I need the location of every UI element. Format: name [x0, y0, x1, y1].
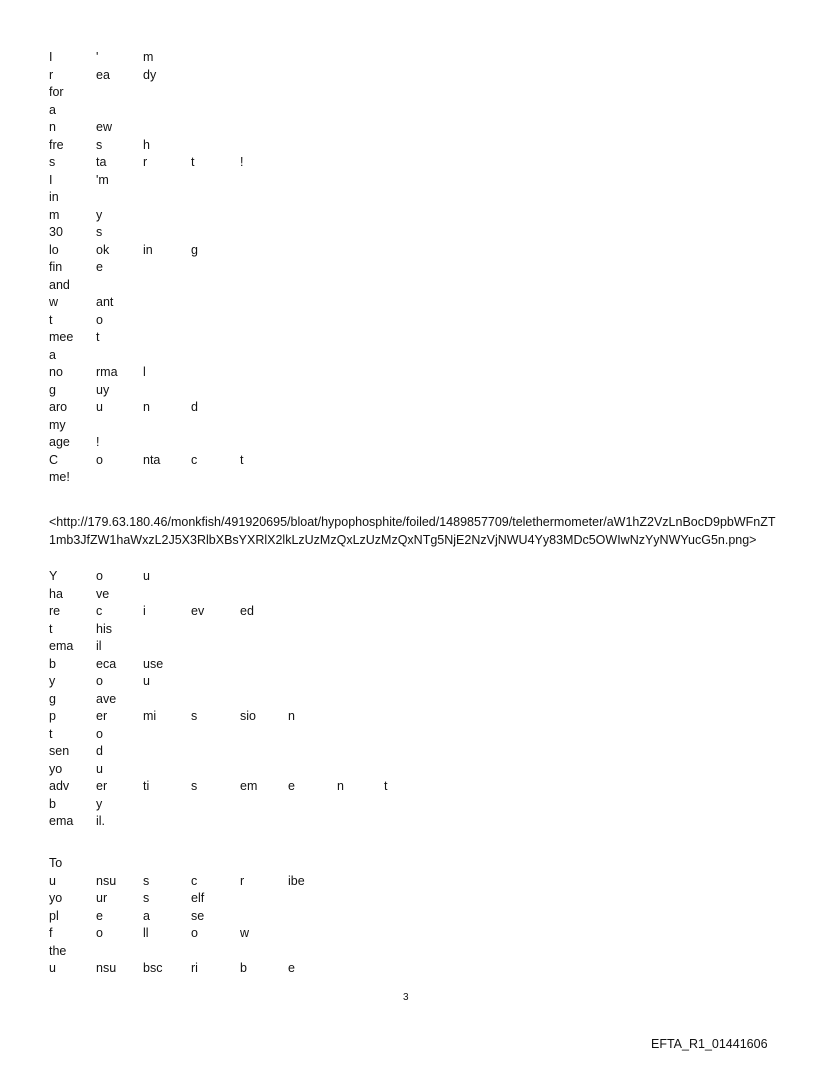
- text-fragment: n: [49, 120, 56, 134]
- text-fragment: p: [49, 709, 56, 723]
- text-fragment: ok: [96, 242, 110, 257]
- text-fragment: c: [96, 604, 103, 618]
- text-fragment: re: [49, 604, 61, 618]
- text-fragment: ibe: [288, 873, 305, 888]
- text-fragment: m: [49, 207, 60, 222]
- text-fragment: To: [49, 856, 63, 870]
- text-fragment: a: [49, 347, 56, 362]
- text-fragment: e: [288, 961, 295, 975]
- text-fragment: o: [191, 926, 198, 940]
- text-fragment: nsu: [96, 961, 117, 975]
- text-fragment: m: [143, 50, 154, 64]
- text-fragment: ev: [191, 604, 205, 618]
- text-fragment: lo: [49, 242, 59, 257]
- text-fragment: s: [143, 873, 150, 888]
- text-fragment: I: [49, 50, 53, 64]
- text-fragment: 30: [49, 225, 63, 239]
- text-fragment: s: [191, 779, 198, 793]
- text-fragment: r: [49, 67, 54, 82]
- text-fragment: t: [240, 452, 244, 467]
- text-fragment: e: [96, 260, 103, 274]
- text-fragment: ema: [49, 639, 74, 653]
- text-fragment: t: [384, 779, 388, 793]
- text-fragment: h: [143, 137, 150, 152]
- text-fragment: ve: [96, 586, 110, 601]
- text-fragment: in: [49, 190, 59, 204]
- text-fragment: e: [288, 779, 295, 793]
- text-fragment: d: [191, 400, 198, 414]
- text-fragment: s: [49, 155, 56, 169]
- text-fragment: fre: [49, 137, 64, 152]
- text-fragment: l: [143, 365, 146, 379]
- text-fragment: er: [96, 779, 108, 793]
- text-fragment: nta: [143, 452, 161, 467]
- text-fragment: f: [49, 926, 53, 940]
- text-fragment: u: [49, 961, 56, 975]
- text-fragment: d: [96, 744, 103, 758]
- text-fragment: sio: [240, 709, 256, 723]
- text-fragment: ti: [143, 779, 150, 793]
- text-fragment: bsc: [143, 961, 163, 975]
- text-fragment: ri: [191, 961, 198, 975]
- text-fragment: t: [49, 726, 53, 741]
- text-fragment: o: [96, 312, 103, 327]
- text-fragment: ant: [96, 295, 114, 309]
- text-fragment: o: [96, 674, 103, 688]
- text-fragment: yo: [49, 761, 63, 776]
- text-fragment: o: [96, 726, 103, 741]
- text-fragment: ll: [143, 926, 149, 940]
- text-fragment: in: [143, 242, 153, 257]
- text-fragment: ew: [96, 120, 112, 134]
- text-fragment: mi: [143, 709, 157, 723]
- text-fragment: il.: [96, 814, 106, 828]
- text-fragment: b: [49, 656, 56, 671]
- text-fragment: I: [49, 172, 53, 187]
- text-fragment: w: [49, 295, 59, 309]
- text-fragment: elf: [191, 891, 205, 905]
- text-fragment: dy: [143, 67, 157, 82]
- text-fragment: n: [337, 779, 344, 793]
- text-fragment: my: [49, 417, 66, 432]
- text-fragment: y: [96, 207, 103, 222]
- text-fragment: ea: [96, 67, 110, 82]
- text-fragment: em: [240, 779, 258, 793]
- text-fragment: fin: [49, 260, 63, 274]
- text-fragment: n: [288, 709, 295, 723]
- text-fragment: i: [143, 604, 146, 618]
- text-fragment: ': [96, 50, 99, 64]
- text-fragment: adv: [49, 779, 70, 793]
- text-fragment: ha: [49, 586, 63, 601]
- text-fragment: for: [49, 85, 64, 99]
- text-fragment: o: [96, 926, 103, 940]
- text-fragment: me!: [49, 470, 70, 484]
- text-fragment: eca: [96, 656, 117, 671]
- text-fragment: il: [96, 639, 102, 653]
- text-fragment: g: [49, 382, 56, 397]
- text-fragment: s: [143, 891, 150, 905]
- text-fragment: o: [96, 452, 103, 467]
- text-fragment: r: [143, 155, 148, 169]
- text-fragment: t: [49, 312, 53, 327]
- image-url-text: <http://179.63.180.46/monkfish/491920695/bloat/hypophosphite/foiled/1489857709/telethermometer/aW1hZ2VzLnBocD9pbWFnZT1mb3JfZW1haWxzL2J5X3RlbXBsYXRlX2lkLzUzMzQxLzUzMzQxNTg5NjE2NzVjNWU4Yy83MDc5OWIwNzYyNWYucG5n.png>: [49, 515, 776, 547]
- text-fragment: use: [143, 656, 164, 671]
- text-fragment: Y: [49, 569, 58, 583]
- document-id-footer: EFTA_R1_01441606: [651, 1037, 768, 1051]
- text-fragment: o: [96, 569, 103, 583]
- text-fragment: s: [191, 709, 198, 723]
- text-fragment: b: [240, 961, 247, 975]
- text-fragment: y: [96, 796, 103, 811]
- text-fragment: n: [143, 400, 150, 414]
- text-fragment: !: [240, 155, 244, 169]
- text-fragment: u: [49, 873, 56, 888]
- text-fragment: t: [96, 330, 100, 344]
- text-fragment: rma: [96, 365, 118, 379]
- text-fragment: age: [49, 435, 70, 449]
- text-fragment: mee: [49, 330, 74, 344]
- text-fragment: u: [143, 569, 150, 583]
- text-fragment: b: [49, 796, 56, 811]
- text-fragment: e: [96, 908, 103, 923]
- text-fragment: g: [49, 691, 56, 706]
- text-fragment: u: [96, 400, 103, 414]
- text-fragment: u: [143, 674, 150, 688]
- text-fragment: a: [49, 102, 56, 117]
- text-fragment: t: [49, 621, 53, 636]
- text-fragment: no: [49, 365, 63, 379]
- text-fragment: 'm: [96, 172, 109, 187]
- text-fragment: ta: [96, 155, 107, 169]
- text-fragment: !: [96, 435, 100, 449]
- text-fragment: uy: [96, 382, 110, 397]
- text-fragment: nsu: [96, 873, 117, 888]
- text-fragment: s: [96, 225, 103, 239]
- text-fragment: c: [191, 452, 198, 467]
- page-number: 3: [403, 992, 409, 1003]
- text-fragment: ur: [96, 891, 108, 905]
- text-fragment: pl: [49, 908, 59, 923]
- text-fragment: C: [49, 452, 59, 467]
- text-fragment: his: [96, 621, 112, 636]
- text-fragment: se: [191, 908, 205, 923]
- text-fragment: g: [191, 242, 198, 257]
- text-fragment: w: [240, 926, 250, 940]
- text-fragment: y: [49, 674, 56, 688]
- text-fragment: c: [191, 873, 198, 888]
- text-fragment: r: [240, 873, 245, 888]
- text-fragment: a: [143, 908, 150, 923]
- text-fragment: u: [96, 761, 103, 776]
- text-fragment: ed: [240, 604, 254, 618]
- text-fragment: t: [191, 155, 195, 169]
- text-fragment: yo: [49, 891, 63, 905]
- text-fragment: s: [96, 137, 103, 152]
- text-fragment: er: [96, 709, 108, 723]
- text-fragment: and: [49, 277, 70, 292]
- text-fragment: aro: [49, 400, 68, 414]
- text-fragment: ema: [49, 814, 74, 828]
- text-fragment: the: [49, 943, 67, 958]
- text-fragment: ave: [96, 691, 117, 706]
- text-fragment: sen: [49, 744, 70, 758]
